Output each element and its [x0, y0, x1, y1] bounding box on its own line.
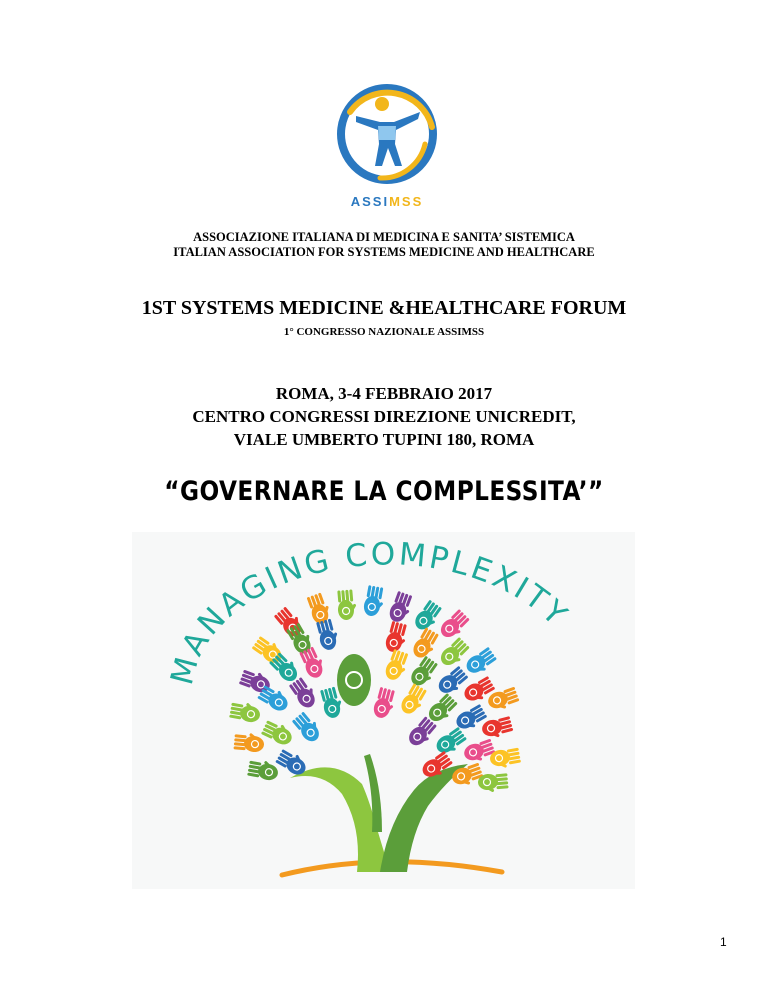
hand-shape — [489, 747, 522, 771]
hand-shape — [387, 590, 415, 625]
event-date: ROMA, 3-4 FEBBRAIO 2017 — [275, 384, 493, 403]
event-theme: “GOVERNARE LA COMPLESSITA’” — [164, 476, 604, 507]
association-name-en: ITALIAN ASSOCIATION FOR SYSTEMS MEDICINE AND HEALTHCARE — [173, 245, 595, 259]
hand-cluster — [229, 585, 522, 794]
event-title: 1ST SYSTEMS MEDICINE &HEALTHCARE FORUM — [141, 297, 627, 319]
hand-shape — [291, 710, 325, 745]
hand-shape — [233, 731, 265, 752]
hand-shape — [288, 675, 321, 710]
hand-shape — [433, 726, 468, 759]
hand-shape — [412, 599, 445, 634]
venue-line-1: CENTRO CONGRESSI DIREZIONE UNICREDIT, — [192, 407, 576, 426]
arc-text: MANAGING COMPLEXITY — [164, 536, 576, 689]
hand-shape — [463, 646, 498, 679]
association-name-it: ASSOCIAZIONE ITALIANA DI MEDICINA E SANITA’ SISTEMICA — [193, 230, 575, 244]
assimss-logo — [332, 82, 442, 210]
hand-shape — [398, 683, 429, 718]
hand-shape — [372, 687, 398, 721]
center-hand — [337, 654, 371, 706]
hand-shape — [437, 608, 472, 643]
hand-shape — [229, 700, 262, 724]
hand-shape — [238, 667, 273, 695]
hand-shape — [247, 758, 280, 782]
hand-shape — [384, 621, 410, 655]
hand-shape — [383, 648, 411, 683]
managing-complexity-illustration — [132, 532, 635, 889]
hand-shape — [408, 655, 441, 690]
venue-line-2: VIALE UMBERTO TUPINI 180, ROMA — [233, 430, 535, 449]
logo-figure-head — [375, 97, 389, 111]
hand-shape — [336, 589, 357, 621]
hand-shape — [315, 618, 341, 652]
tree-of-hands-image — [132, 532, 635, 889]
hand-shape — [260, 718, 295, 748]
event-subtitle: 1° CONGRESSO NAZIONALE ASSIMSS — [283, 326, 485, 338]
hand-shape — [480, 715, 514, 741]
hand-shape — [362, 585, 386, 618]
hand-shape — [425, 692, 460, 727]
page-number: 1 — [720, 935, 727, 949]
logo-text: ASSIMSS — [350, 194, 424, 209]
